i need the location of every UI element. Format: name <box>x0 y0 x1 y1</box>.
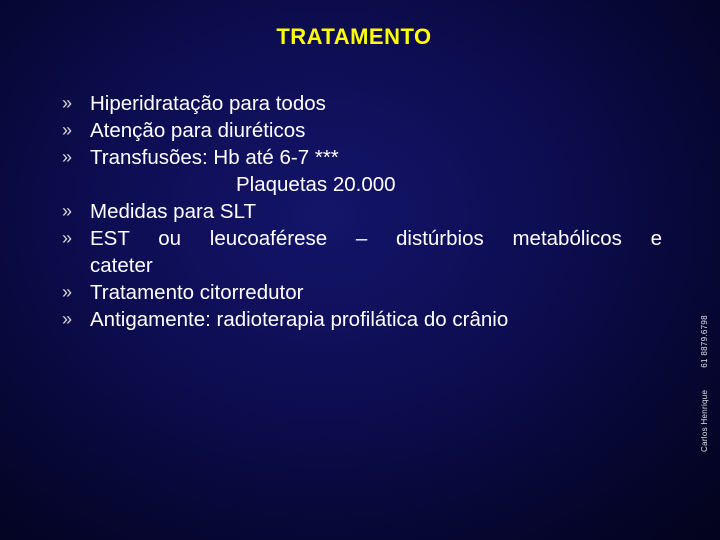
bullet-item <box>62 306 662 333</box>
bullet-marker: » <box>62 120 73 140</box>
bullet-item <box>62 225 662 279</box>
bullet-item <box>62 279 662 306</box>
bullet-text: Medidas para SLT <box>90 200 256 223</box>
bullet-marker: » <box>62 228 73 248</box>
bullet-marker: » <box>62 201 73 221</box>
bullet-text-line-2: cateter <box>90 254 153 277</box>
bullet-text: Atenção para diuréticos <box>90 119 306 142</box>
bullet-item <box>62 144 662 198</box>
side-credit <box>700 315 709 452</box>
credit-phone: 61 8879.6798 <box>700 315 709 368</box>
bullet-text: Transfusões: Hb até 6-7 *** <box>90 146 339 169</box>
bullet-marker: » <box>62 309 73 329</box>
bullet-text: Hiperidratação para todos <box>90 92 326 115</box>
credit-name: Carlos Henrique <box>700 389 709 452</box>
bullet-marker: » <box>62 147 73 167</box>
bullet-marker: » <box>62 93 73 113</box>
bullet-text-line-1: EST ou leucoaférese – distúrbios metabólicos e <box>90 227 662 250</box>
bullet-item <box>62 117 662 144</box>
slide-title: TRATAMENTO <box>276 24 432 49</box>
bullet-text: Tratamento citorredutor <box>90 281 304 304</box>
bullet-continuation: Plaquetas 20.000 <box>236 173 396 196</box>
bullet-marker: » <box>62 282 73 302</box>
bullet-item <box>62 90 662 117</box>
bullet-text: Antigamente: radioterapia profilática do crânio <box>90 308 509 331</box>
bullet-item <box>62 198 662 225</box>
bullet-list <box>62 90 662 333</box>
